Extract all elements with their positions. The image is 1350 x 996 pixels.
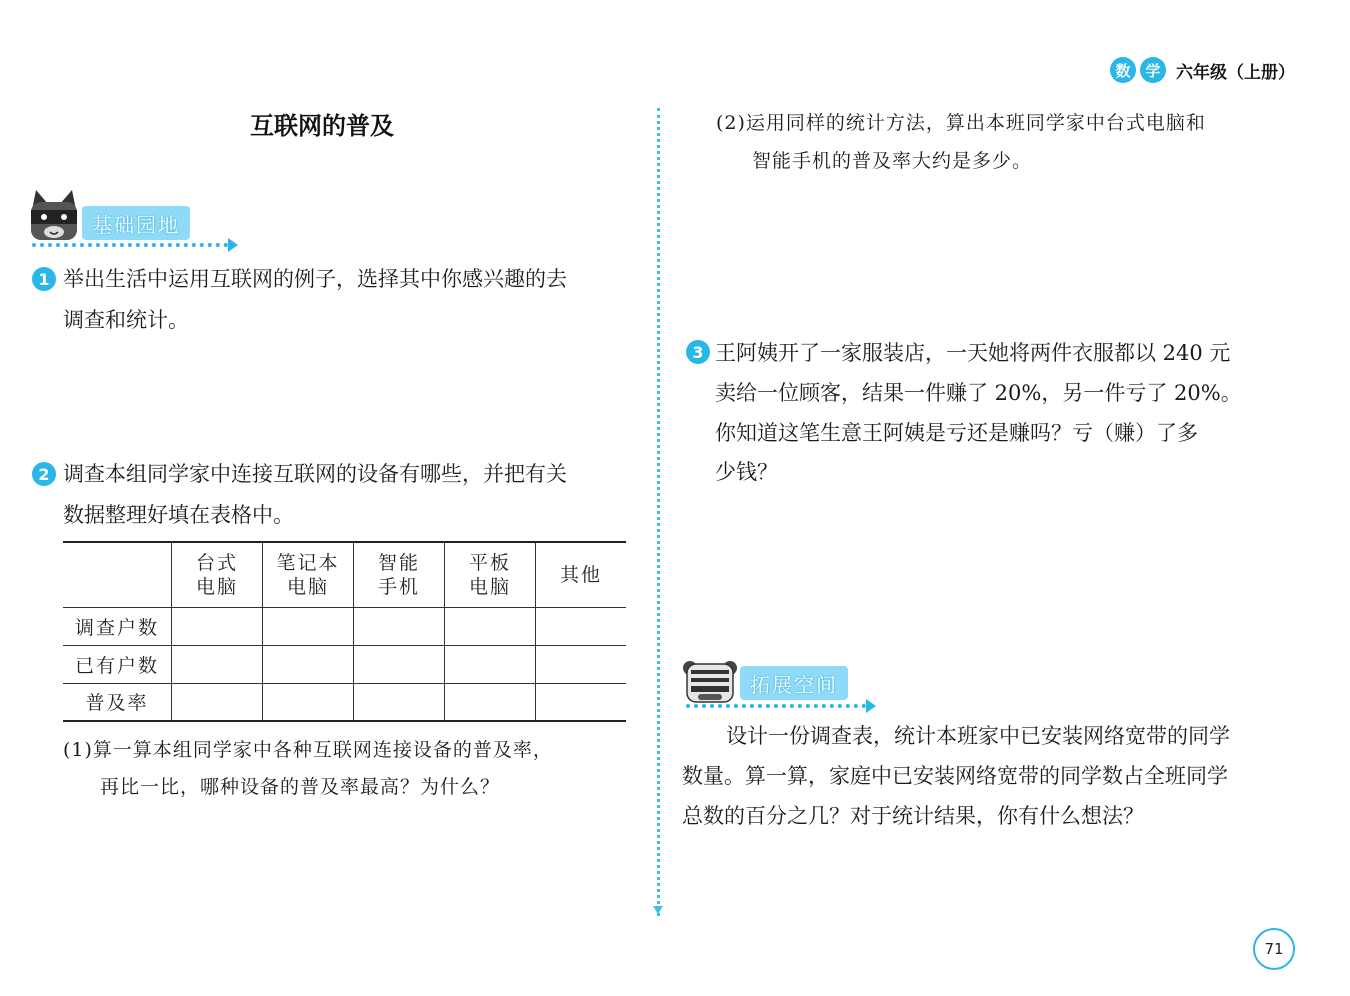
- question-2-sub1-line2: 再比一比，哪种设备的普及率最高？为什么？: [100, 776, 501, 798]
- table-cell[interactable]: [445, 607, 536, 645]
- table-cell[interactable]: [445, 683, 536, 721]
- divider-arrow-icon: [653, 906, 663, 914]
- zebra-icon: [682, 658, 738, 704]
- table-header: 其他: [536, 542, 627, 607]
- table-cell[interactable]: [536, 683, 627, 721]
- question-3-line2: 卖给一位顾客，结果一件赚了 20%，另一件亏了 20%。: [715, 381, 1242, 405]
- question-3-line3: 你知道这笔生意王阿姨是亏还是赚吗？亏（赚）了多: [715, 421, 1198, 445]
- question-2-number: 2: [32, 462, 56, 486]
- page-divider: [657, 108, 660, 916]
- page-number: 71: [1253, 928, 1295, 970]
- question-2-sub2-line1: (2)运用同样的统计方法，算出本班同学家中台式电脑和: [716, 112, 1206, 134]
- extension-line2: 数量。算一算，家庭中已安装网络宽带的同学数占全班同学: [682, 764, 1228, 788]
- page-title: 互联网的普及: [250, 112, 394, 140]
- table-row: [63, 683, 626, 721]
- table-cell[interactable]: [172, 683, 263, 721]
- subject-badge-1: 数: [1110, 57, 1136, 83]
- header: [1110, 57, 1295, 83]
- question-3-line4: 少钱？: [715, 460, 778, 484]
- table-header: 笔记本 电脑: [263, 542, 354, 607]
- extension-line1: 设计一份调查表，统计本班家中已安装网络宽带的同学: [726, 724, 1230, 748]
- section-basic: [28, 188, 228, 252]
- question-1-line1: 举出生活中运用互联网的例子，选择其中你感兴趣的去: [63, 267, 567, 291]
- table-cell[interactable]: [263, 645, 354, 683]
- table-cell[interactable]: [354, 607, 445, 645]
- question-2-sub1-line1: (1)算一算本组同学家中各种互联网连接设备的普及率，: [63, 739, 553, 761]
- question-2-line1: 调查本组同学家中连接互联网的设备有哪些，并把有关: [63, 462, 567, 486]
- table-cell[interactable]: [172, 607, 263, 645]
- row-label: 调查户数: [63, 607, 172, 645]
- question-2-line2: 数据整理好填在表格中。: [63, 503, 294, 527]
- extension-line3: 总数的百分之几？对于统计结果，你有什么想法？: [682, 804, 1144, 828]
- raccoon-icon: [28, 188, 80, 244]
- table-cell[interactable]: [536, 645, 627, 683]
- table-header: 平板 电脑: [445, 542, 536, 607]
- survey-table: [63, 541, 626, 722]
- table-cell[interactable]: [354, 683, 445, 721]
- table-cell[interactable]: [172, 645, 263, 683]
- section-dots: [686, 704, 866, 708]
- grade-label: 六年级（上册）: [1176, 62, 1295, 83]
- arrow-right-icon: [228, 238, 238, 252]
- question-3-line1: 王阿姨开了一家服装店，一天她将两件衣服都以 240 元: [715, 341, 1231, 365]
- question-1-number: 1: [32, 267, 56, 291]
- table-row: [63, 645, 626, 683]
- question-1-line2: 调查和统计。: [63, 308, 189, 332]
- table-cell[interactable]: [536, 607, 627, 645]
- question-2-sub2-line2: 智能手机的普及率大约是多少。: [752, 150, 1033, 172]
- table-cell[interactable]: [354, 645, 445, 683]
- section-label-extension: 拓展空间: [740, 666, 848, 700]
- question-3-number: 3: [686, 340, 710, 364]
- table-header: 智能 手机: [354, 542, 445, 607]
- arrow-right-icon: [866, 699, 876, 713]
- table-cell[interactable]: [263, 607, 354, 645]
- subject-badge-2: 学: [1140, 57, 1166, 83]
- row-label: 已有户数: [63, 645, 172, 683]
- table-cell[interactable]: [445, 645, 536, 683]
- table-header: 台式 电脑: [172, 542, 263, 607]
- table-cell[interactable]: [263, 683, 354, 721]
- section-extension: [682, 656, 882, 716]
- section-label-basic: 基础园地: [82, 206, 190, 240]
- table-corner: [63, 542, 172, 607]
- table-row: [63, 607, 626, 645]
- row-label: 普及率: [63, 683, 172, 721]
- section-dots: [32, 243, 228, 247]
